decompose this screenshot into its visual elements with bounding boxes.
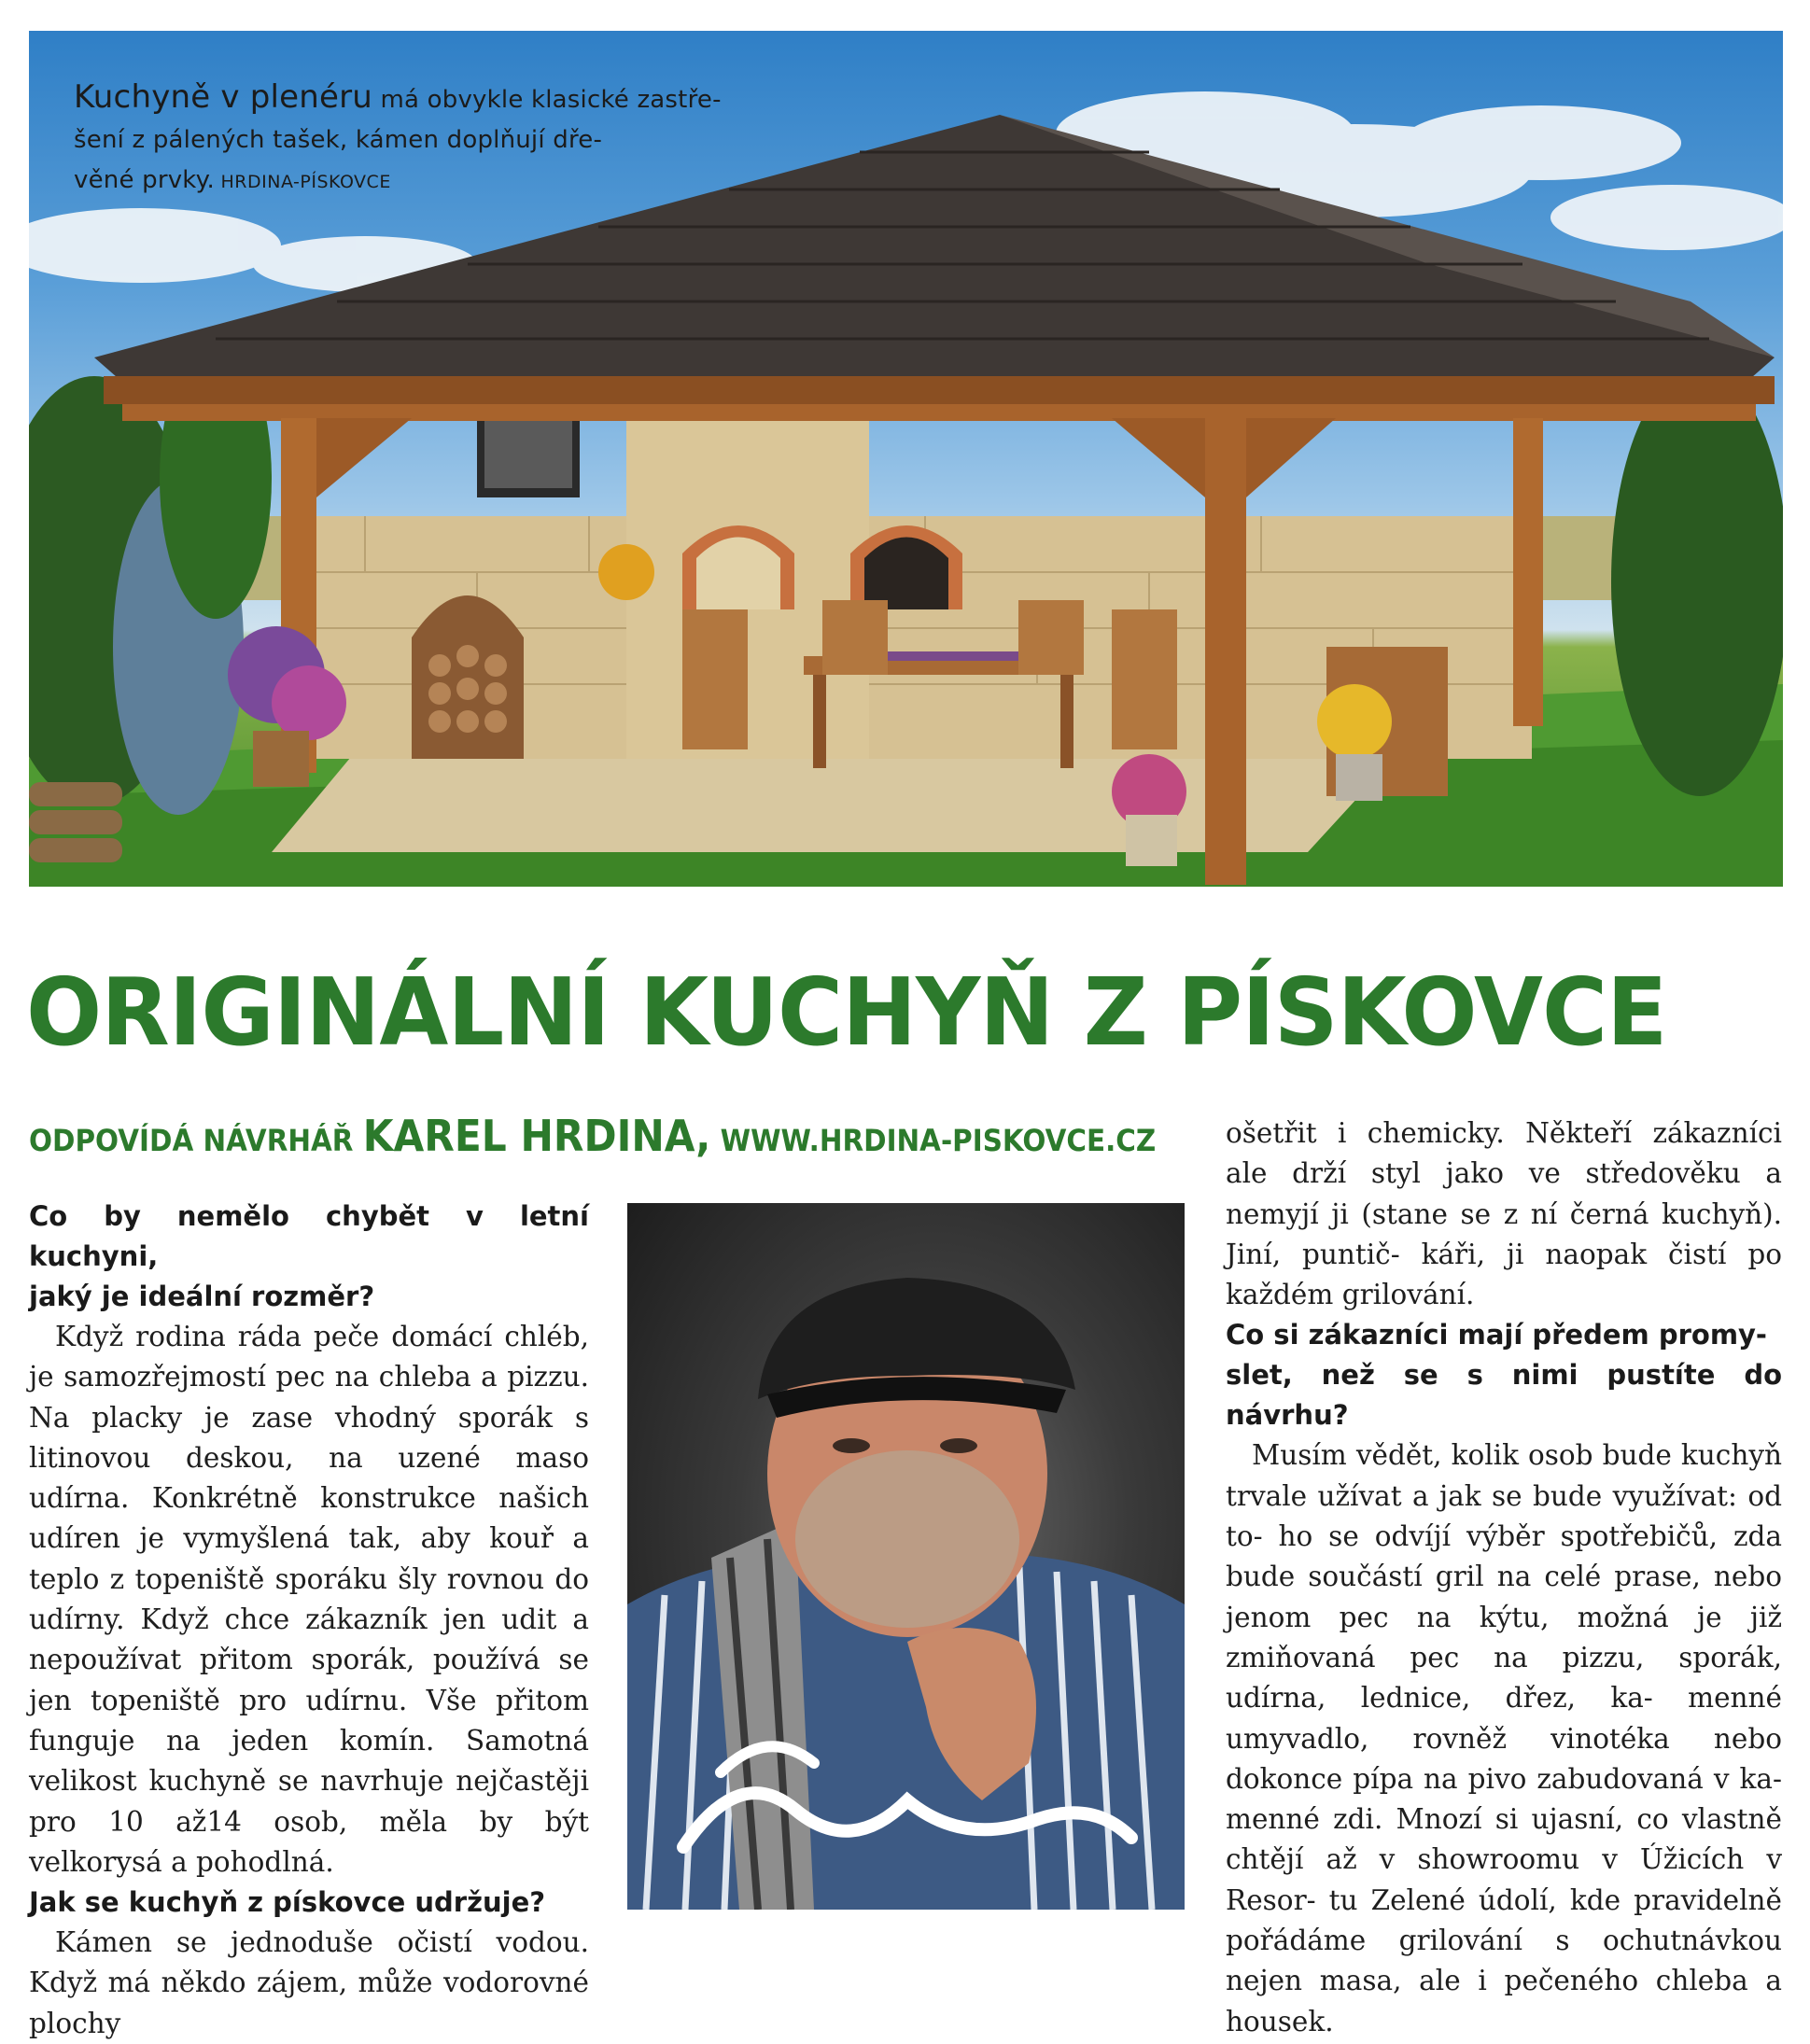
caption-text: šení z pálených tašek, kámen doplňují dře- — [74, 126, 603, 154]
article-headline: ORIGINÁLNÍ KUCHYŇ Z PÍSKOVCE — [26, 958, 1667, 1067]
interview-question — [1226, 1315, 1782, 1435]
byline-prefix: ODPOVÍDÁ NÁVRHÁŘ — [29, 1123, 363, 1158]
portrait-illustration — [627, 1203, 1185, 1910]
author-portrait — [627, 1203, 1185, 1910]
author-name: KAREL HRDINA, — [362, 1111, 711, 1161]
article-column-1 — [29, 1197, 589, 2044]
interview-answer: Když rodina ráda peče domácí chléb, je samozřejmostí pec na chleba a pizzu. Na placky je zase vhodný sporák s litinovou deskou, na uzené maso udírna. Konkrétně konstrukce našich udíren je vymyšlená tak, aby kouř a teplo z topeniště sporáku šly rovnou do udírny. Když chce zákazník jen udit a nepoužívat přitom sporák, používá se jen topeniště pro udírnu. Vše přitom funguje na jeden komín. Samotná velikost kuchyně se navrhuje nejčastěji pro 10 až14 osob, měla by být velkorysá a pohodlná. — [29, 1321, 589, 1878]
photo-credit: HRDINA-PÍSKOVCE — [214, 172, 391, 192]
website-link[interactable]: WWW.HRDINA-PISKOVCE.CZ — [710, 1123, 1157, 1158]
byline — [29, 1111, 1156, 1161]
hero-photo — [29, 31, 1783, 887]
interview-question — [29, 1197, 589, 1317]
caption-text: má obvykle klasické zastře- — [372, 86, 722, 114]
question-line: jaký je ideální rozměr? — [29, 1281, 375, 1312]
article-column-3 — [1226, 1113, 1782, 2042]
caption-lead: Kuchyně v plenéru — [74, 78, 373, 116]
question-line: slet, než se s nimi pustíte do návrhu? — [1226, 1359, 1782, 1432]
question-line: Co si zákazníci mají předem promy- — [1226, 1319, 1767, 1351]
interview-question: Jak se kuchyň z pískovce udržuje? — [29, 1886, 546, 1919]
interview-answer: Musím vědět, kolik osob bude kuchyň trvale užívat a jak se bude využívat: od to- ho se odvíjí výběr spotřebičů, zda bude součástí gril na celé prase, nebo jenom pec na kýtu, možná je již zmiňovaná pec na pizzu, sporák, udírna, lednice, dřez, ka- menné umyvadlo, rovněž vinotéka nebo dokonce pípa na pivo zabudovaná v ka- menné zdi. Mnozí si ujasní, co vlastně chtějí až v showroomu v Úžicích v Resor- tu Zelené údolí, kde pravidelně pořádáme grilování s ochutnávkou nejen masa, ale i pečeného chleba a housek. — [1226, 1439, 1782, 2037]
caption-text: věné prvky. — [74, 166, 215, 194]
hero-caption — [74, 77, 821, 203]
question-line: Co by nemělo chybět v letní kuchyni, — [29, 1200, 589, 1272]
interview-answer: Kámen se jednoduše očistí vodou. Když má někdo zájem, může vodorovné plochy — [29, 1926, 589, 2039]
interview-answer: ošetřit i chemicky. Někteří zákazníci ale drží styl jako ve středověku a nemyjí ji (stane se z ní černá kuchyň). Jiní, puntič- káři, ji naopak čistí po každém grilování. — [1226, 1117, 1782, 1311]
